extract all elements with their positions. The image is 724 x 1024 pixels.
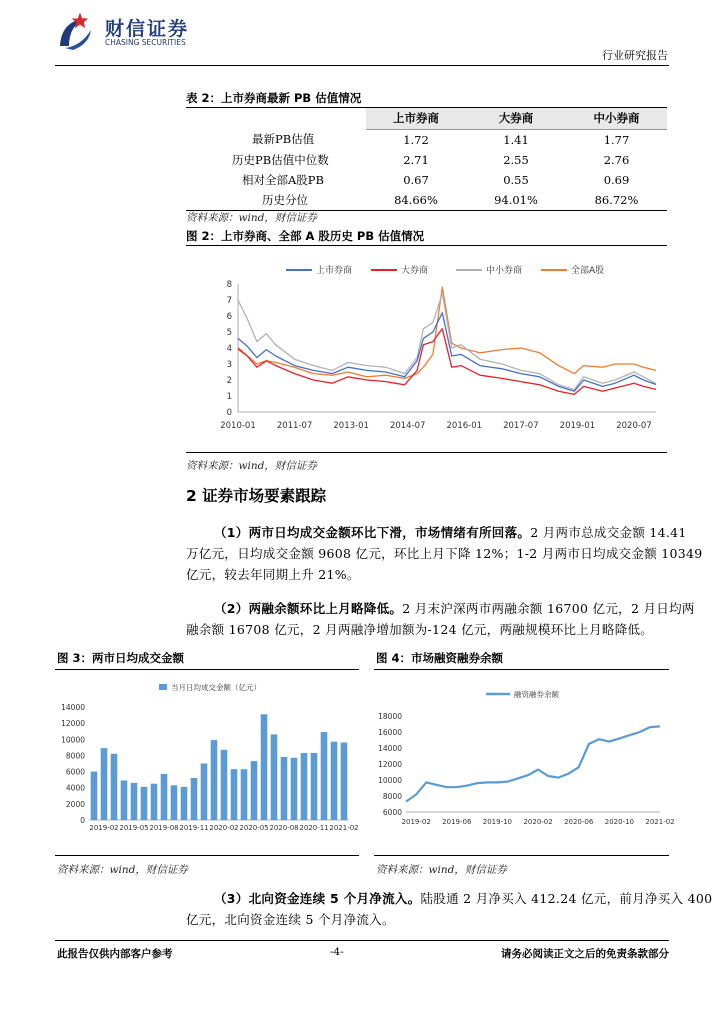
- logo-english-name: CHASING SECURITIES: [105, 38, 186, 47]
- paragraph-margin-title: （2）两融余额环比上月略降低。: [214, 601, 403, 616]
- table2-row-label: 历史PB估值中位数: [232, 152, 329, 167]
- x-tick-label: 2019-02: [401, 818, 431, 826]
- table2-source: 资料来源：wind，财信证券: [186, 212, 317, 224]
- x-tick-label: 2020-02: [209, 824, 239, 832]
- x-tick-label: 2021-02: [329, 824, 359, 832]
- paragraph-margin-text: 2 月末沪深两市两融余额 16700 亿元，2 月日均两: [402, 601, 695, 616]
- figure4-chart: [374, 672, 675, 854]
- logo-chinese-name: 财信证券: [105, 18, 190, 40]
- table2-header-cell: 上市券商: [366, 108, 466, 129]
- figure3-chart: [55, 672, 359, 854]
- logo-emblem-icon: [55, 12, 101, 52]
- paragraph-turnover: [186, 522, 703, 585]
- bar: [331, 742, 338, 820]
- figure2-caption: 图 2：上市券商、全部 A 股历史 PB 估值情况: [186, 229, 425, 243]
- figure4-caption: 图 4：市场融资融券余额: [376, 651, 504, 665]
- table2-cell: 84.66%: [394, 192, 438, 207]
- legend-label: 全部A股: [571, 266, 605, 276]
- table-row: [186, 190, 667, 211]
- figure4-source: 资料来源：wind，财信证券: [376, 864, 507, 876]
- x-tick-label: 2011-07: [276, 421, 313, 431]
- figure3-bottom-rule: [55, 855, 359, 856]
- x-tick-label: 2020-10: [604, 818, 635, 826]
- paragraph-turnover-text: 2 月两市总成交金额 14.41: [530, 525, 687, 540]
- y-tick-label: 10000: [61, 735, 85, 745]
- bar: [211, 740, 218, 820]
- table2-cell: 1.41: [503, 132, 529, 147]
- x-tick-label: 2019-11: [179, 824, 209, 832]
- bar: [141, 787, 148, 820]
- y-tick-label: 10000: [378, 776, 402, 785]
- table2-cell: 0.55: [503, 172, 529, 187]
- y-tick-label: 4000: [65, 783, 85, 793]
- legend-swatch: [159, 684, 167, 690]
- x-tick-label: 2010-01: [220, 421, 256, 431]
- legend-label: 融资融券余额: [514, 690, 559, 699]
- x-tick-label: 2019-02: [89, 824, 119, 832]
- bar: [161, 774, 168, 820]
- paragraph-turnover-text: 亿元，较去年同期上升 21%。: [186, 567, 360, 582]
- table2-cell: 1.72: [403, 132, 429, 147]
- y-tick-label: 12000: [61, 719, 85, 729]
- x-tick-label: 2014-07: [389, 421, 426, 431]
- x-tick-label: 2020-05: [239, 824, 269, 832]
- y-tick-label: 8000: [382, 792, 402, 801]
- bar: [221, 750, 228, 820]
- figure2-bottom-rule: [186, 452, 667, 453]
- table-row: [186, 129, 667, 150]
- bar: [341, 743, 348, 821]
- bar: [301, 753, 308, 820]
- table2-cell: 2.71: [403, 152, 429, 167]
- series-line: [406, 726, 660, 801]
- y-tick-label: 3: [226, 360, 232, 370]
- company-logo: [55, 12, 205, 52]
- paragraph-northbound-text: 陆股通 2 月净买入 412.24 亿元，前月净买入 400: [420, 891, 713, 906]
- figure2-source: 资料来源：wind，财信证券: [186, 460, 317, 472]
- legend-label: 当月日均成交金额（亿元）: [171, 683, 261, 692]
- y-tick-label: 6000: [65, 767, 85, 777]
- table2-row-label: 历史分位: [262, 192, 308, 207]
- x-tick-label: 2020-02: [523, 818, 553, 826]
- y-tick-label: 0: [80, 816, 85, 825]
- y-tick-label: 18000: [378, 712, 402, 721]
- x-tick-label: 2020-08: [269, 824, 299, 832]
- table2-caption: 表 2：上市券商最新 PB 估值情况: [186, 91, 362, 105]
- y-tick-label: 6000: [382, 808, 402, 817]
- header-divider: [55, 65, 669, 66]
- bar: [281, 757, 288, 820]
- figure3-caption: 图 3：两市日均成交金额: [57, 651, 185, 665]
- legend-label: 中小券商: [486, 266, 523, 276]
- table2-cell: 0.69: [603, 172, 630, 187]
- y-tick-label: 2: [226, 376, 232, 386]
- table2-cell: 86.72%: [594, 192, 639, 207]
- y-tick-label: 14000: [61, 703, 85, 712]
- bar: [261, 714, 268, 820]
- footer-notice: 请务必阅读正文之后的免责条款部分: [501, 948, 669, 960]
- x-tick-label: 2021-02: [645, 818, 675, 826]
- paragraph-turnover-title: （1）两市日均成交金额环比下滑，市场情绪有所回落。: [214, 525, 531, 540]
- legend-label: 上市券商: [316, 266, 353, 276]
- table2-cell: 0.67: [403, 172, 429, 187]
- paragraph-northbound: [186, 888, 713, 930]
- bar: [201, 764, 208, 821]
- table2-row-label: 相对全部A股PB: [242, 172, 324, 187]
- y-tick-label: 5: [226, 328, 232, 338]
- x-tick-label: 2019-08: [149, 824, 179, 832]
- bar: [241, 769, 248, 820]
- figure2-chart: [186, 252, 667, 452]
- table2-cell: 2.76: [603, 152, 630, 167]
- bar: [151, 784, 158, 820]
- y-tick-label: 1: [226, 392, 232, 402]
- bar: [321, 732, 328, 820]
- figure4-top-rule: [374, 669, 669, 670]
- x-tick-label: 2019-05: [119, 824, 149, 832]
- y-tick-label: 0: [226, 408, 232, 418]
- footer-disclaimer: 此报告仅供内部客户参考: [57, 948, 173, 960]
- paragraph-northbound-title: （3）北向资金连续 5 个月净流入。: [214, 891, 421, 906]
- page-number: -4-: [330, 946, 344, 958]
- bar: [171, 785, 178, 820]
- bar: [231, 769, 238, 820]
- table2-cell: 1.77: [603, 132, 630, 147]
- bar: [91, 772, 98, 820]
- table2-row-label: 最新PB估值: [252, 132, 315, 147]
- bar: [291, 758, 298, 820]
- x-tick-label: 2019-01: [559, 421, 596, 431]
- y-tick-label: 8: [226, 280, 232, 290]
- paragraph-turnover-text: 万亿元，日均成交金额 9608 亿元，环比上月下降 12%；1-2 月两市日均成交金额 10349: [186, 546, 703, 561]
- x-tick-label: 2016-01: [446, 421, 483, 431]
- x-tick-label: 2020-11: [299, 824, 329, 832]
- y-tick-label: 8000: [65, 751, 85, 761]
- x-tick-label: 2019-10: [482, 818, 513, 826]
- table-row: [186, 150, 667, 170]
- table2-cell: 94.01%: [494, 192, 538, 207]
- y-tick-label: 16000: [378, 728, 402, 737]
- y-tick-label: 12000: [378, 760, 402, 769]
- bar: [311, 753, 318, 820]
- paragraph-margin: [186, 598, 695, 640]
- paragraph-margin-text: 融余额 16708 亿元，2 月两融净增加额为-124 亿元，两融规模环比上月略降低。: [186, 622, 654, 637]
- bar: [101, 748, 108, 820]
- x-tick-label: 2017-07: [503, 421, 539, 431]
- x-tick-label: 2019-06: [442, 818, 472, 826]
- table2-header-row: [186, 108, 667, 129]
- paragraph-northbound-text: 亿元，北向资金连续 5 个月净流入。: [186, 912, 395, 927]
- bar: [251, 761, 258, 820]
- table2-header-cell: 大券商: [466, 108, 566, 129]
- table2-header-cell: 中小券商: [566, 108, 667, 129]
- y-tick-label: 7: [226, 296, 232, 306]
- table2-header-cell: [186, 108, 366, 129]
- footer-divider: [55, 940, 669, 941]
- figure3-top-rule: [55, 669, 359, 670]
- figure2-top-rule: [186, 245, 667, 246]
- figure3-source: 资料来源：wind，财信证券: [57, 864, 188, 876]
- section-heading: 2 证券市场要素跟踪: [186, 487, 327, 505]
- x-tick-label: 2020-06: [564, 818, 594, 826]
- y-tick-label: 2000: [65, 799, 85, 809]
- bar: [181, 787, 188, 820]
- x-tick-label: 2013-01: [333, 421, 369, 431]
- y-tick-label: 14000: [378, 744, 402, 753]
- bar: [111, 754, 118, 820]
- table2-cell: 2.55: [503, 152, 529, 167]
- table2: [186, 108, 667, 211]
- figure4-bottom-rule: [374, 855, 669, 856]
- x-tick-label: 2020-07: [616, 421, 652, 431]
- bar: [131, 783, 138, 820]
- legend-label: 大券商: [401, 266, 429, 276]
- y-tick-label: 4: [226, 344, 232, 354]
- document-type: 行业研究报告: [602, 49, 668, 62]
- y-tick-label: 6: [226, 312, 232, 322]
- bar: [271, 734, 278, 820]
- bar: [121, 781, 128, 821]
- bar: [191, 778, 198, 820]
- table-row: [186, 170, 667, 190]
